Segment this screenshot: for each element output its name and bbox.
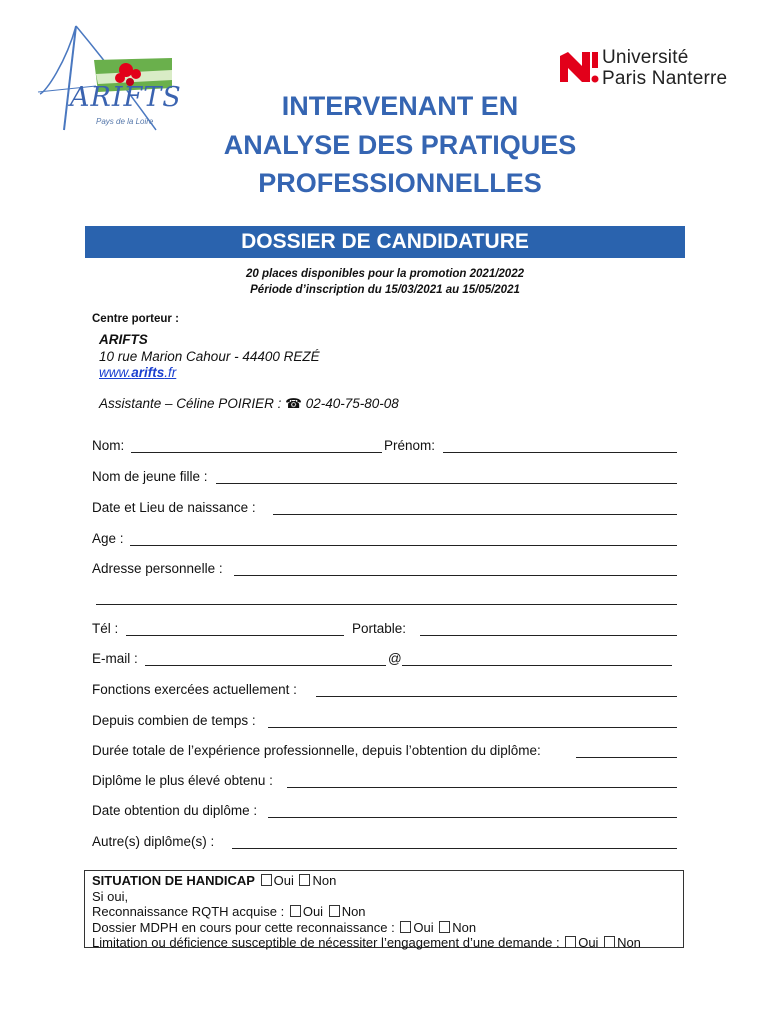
age-input-line[interactable] bbox=[130, 545, 677, 546]
date-obtention-label: Date obtention du diplôme : bbox=[92, 803, 258, 818]
nom-input-line[interactable] bbox=[131, 452, 382, 453]
promo-places: 20 places disponibles pour la promotion 2021/2022 bbox=[245, 268, 524, 280]
mdph-oui-checkbox[interactable] bbox=[400, 921, 411, 933]
email-label: E-mail : bbox=[92, 651, 138, 666]
handicap-non-label: Non bbox=[312, 873, 337, 888]
nom-jeune-fille-input-line[interactable] bbox=[216, 483, 677, 484]
autres-diplomes-input-line[interactable] bbox=[232, 848, 677, 849]
limitation-oui-label: Oui bbox=[578, 935, 599, 950]
centre-label: Centre porteur : bbox=[92, 313, 179, 325]
website-bold: arifts bbox=[131, 365, 165, 380]
handicap-oui-label: Oui bbox=[273, 873, 294, 888]
tel-input-line[interactable] bbox=[126, 635, 344, 636]
portable-label: Portable: bbox=[352, 621, 407, 636]
adresse-input-line-1[interactable] bbox=[234, 575, 677, 576]
limitation-non-checkbox[interactable] bbox=[604, 936, 615, 948]
limitation-label: Limitation ou déficience susceptible de nécessiter l’engagement d’une demande : bbox=[92, 935, 560, 950]
rqth-label: Reconnaissance RQTH acquise : bbox=[92, 904, 285, 919]
handicap-oui-checkbox[interactable] bbox=[261, 874, 272, 886]
university-logo-line2: Paris Nanterre bbox=[602, 68, 728, 89]
diplome-label: Diplôme le plus élevé obtenu : bbox=[92, 773, 273, 788]
phone-icon: ☎ bbox=[285, 396, 302, 411]
assistant-contact bbox=[99, 396, 399, 412]
assistant-phone: 02-40-75-80-08 bbox=[305, 396, 399, 411]
limitation-row bbox=[92, 935, 683, 951]
fonctions-input-line[interactable] bbox=[316, 696, 677, 697]
limitation-oui-checkbox[interactable] bbox=[565, 936, 576, 948]
prenom-label: Prénom: bbox=[384, 438, 436, 453]
rqth-non-label: Non bbox=[341, 904, 366, 919]
depuis-input-line[interactable] bbox=[268, 727, 677, 728]
autres-diplomes-label: Autre(s) diplôme(s) : bbox=[92, 834, 215, 849]
rqth-row bbox=[92, 904, 683, 920]
duree-label: Durée totale de l’expérience professionnelle, depuis l’obtention du diplôme: bbox=[92, 743, 541, 758]
nom-label: Nom: bbox=[92, 438, 125, 453]
fonctions-label: Fonctions exercées actuellement : bbox=[92, 682, 297, 697]
age-label: Age : bbox=[92, 531, 124, 546]
nom-jeune-fille-label: Nom de jeune fille : bbox=[92, 469, 208, 484]
prenom-input-line[interactable] bbox=[443, 452, 677, 453]
rqth-non-checkbox[interactable] bbox=[329, 905, 340, 917]
handicap-box bbox=[84, 870, 684, 948]
date-lieu-input-line[interactable] bbox=[273, 514, 677, 515]
handicap-title: SITUATION DE HANDICAP bbox=[92, 873, 255, 888]
adresse-label: Adresse personnelle : bbox=[92, 561, 223, 576]
email-at-sign: @ bbox=[388, 651, 402, 666]
page-title-line3: PROFESSIONNELLES bbox=[258, 168, 542, 198]
assistant-label: Assistante – Céline POIRIER : bbox=[99, 396, 282, 411]
arifts-logo-subtitle: Pays de la Loire bbox=[96, 117, 154, 126]
dossier-banner: DOSSIER DE CANDIDATURE bbox=[85, 226, 685, 258]
duree-input-line[interactable] bbox=[576, 757, 677, 758]
mdph-label: Dossier MDPH en cours pour cette reconnaissance : bbox=[92, 919, 395, 935]
website-suffix: .fr bbox=[164, 365, 177, 380]
limitation-non-label: Non bbox=[617, 935, 641, 950]
email-domain-input-line[interactable] bbox=[402, 665, 672, 666]
diplome-input-line[interactable] bbox=[287, 787, 677, 788]
nanterre-logo-icon bbox=[556, 48, 600, 88]
si-oui-text: Si oui, bbox=[92, 888, 129, 904]
centre-name: ARIFTS bbox=[99, 332, 148, 347]
handicap-title-row bbox=[92, 873, 683, 889]
mdph-non-label: Non bbox=[452, 919, 477, 935]
date-lieu-label: Date et Lieu de naissance : bbox=[92, 500, 256, 515]
promo-periode: Période d’inscription du 15/03/2021 au 15/05/2021 bbox=[250, 284, 520, 296]
rqth-oui-checkbox[interactable] bbox=[290, 905, 301, 917]
mdph-non-checkbox[interactable] bbox=[439, 921, 450, 933]
date-obtention-input-line[interactable] bbox=[268, 817, 677, 818]
rqth-oui-label: Oui bbox=[302, 904, 324, 919]
handicap-non-checkbox[interactable] bbox=[299, 874, 310, 886]
tel-label: Tél : bbox=[92, 621, 119, 636]
centre-website-link[interactable] bbox=[99, 365, 176, 380]
page-title-line1: INTERVENANT EN bbox=[281, 91, 519, 121]
page-title-line2: ANALYSE DES PRATIQUES bbox=[223, 130, 577, 160]
mdph-row bbox=[92, 920, 683, 936]
website-prefix: www. bbox=[99, 365, 132, 380]
university-logo-line1: Université bbox=[602, 47, 689, 68]
email-user-input-line[interactable] bbox=[145, 665, 386, 666]
adresse-input-line-2[interactable] bbox=[96, 604, 677, 605]
centre-address: 10 rue Marion Cahour - 44400 REZÉ bbox=[99, 349, 320, 364]
mdph-oui-label: Oui bbox=[413, 919, 434, 935]
portable-input-line[interactable] bbox=[420, 635, 677, 636]
arifts-logo-text: ARIFTS bbox=[70, 82, 182, 113]
depuis-label: Depuis combien de temps : bbox=[92, 713, 256, 728]
